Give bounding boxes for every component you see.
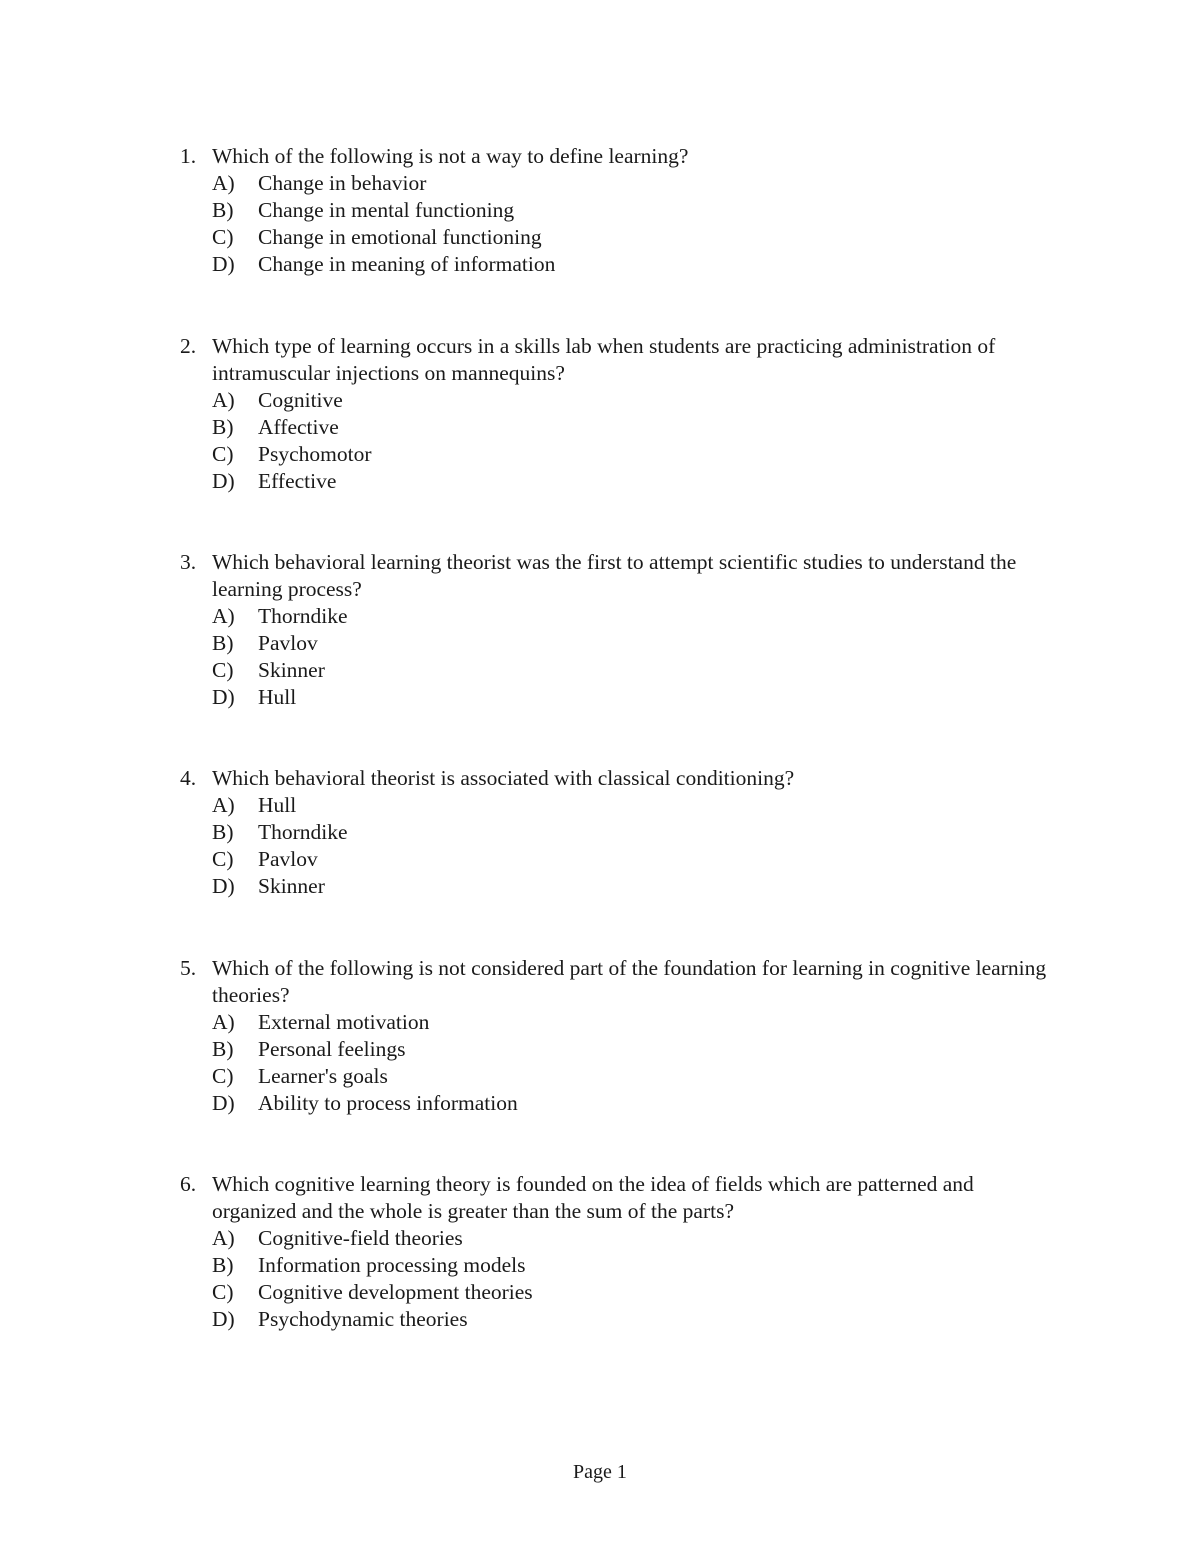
option-text: Learner's goals [258,1064,388,1088]
option-letter: A) [212,388,235,412]
option-a [212,1009,1060,1036]
option-letter: D) [212,469,235,493]
option-b [212,414,1060,441]
question-3 [180,549,1060,711]
question-text: Which cognitive learning theory is founded on the idea of fields which are patterned and organized and the whole is greater than the sum of the parts? [212,1172,974,1223]
question-text: Which type of learning occurs in a skills lab when students are practicing administration of intramuscular injections on mannequins? [212,334,996,385]
option-letter: D) [212,252,235,276]
option-c [212,441,1060,468]
option-letter: C) [212,847,234,871]
option-text: Psychomotor [258,442,372,466]
option-text: Change in emotional functioning [258,225,542,249]
option-text: Thorndike [258,604,348,628]
option-text: Effective [258,469,337,493]
option-letter: A) [212,1010,235,1034]
question-stem [180,765,1060,792]
question-stem [180,549,1060,603]
question-stem [180,143,1060,170]
option-text: Psychodynamic theories [258,1307,468,1331]
option-letter: B) [212,820,234,844]
option-letter: B) [212,415,234,439]
option-letter: B) [212,1253,234,1277]
option-text: Cognitive development theories [258,1280,533,1304]
option-b [212,819,1060,846]
option-text: Cognitive [258,388,343,412]
option-c [212,1279,1060,1306]
option-a [212,792,1060,819]
option-text: Skinner [258,658,325,682]
question-text: Which behavioral theorist is associated with classical conditioning? [212,766,795,790]
question-5 [180,955,1060,1117]
question-stem [180,1171,1060,1225]
option-text: Ability to process information [258,1091,518,1115]
option-d [212,1090,1060,1117]
option-text: Pavlov [258,631,318,655]
option-d [212,1306,1060,1333]
option-text: Change in behavior [258,171,427,195]
question-2 [180,333,1060,495]
option-letter: A) [212,171,235,195]
option-text: Change in mental functioning [258,198,515,222]
question-number: 6. [180,1172,197,1196]
option-d [212,873,1060,900]
option-b [212,197,1060,224]
question-number: 2. [180,334,197,358]
option-letter: D) [212,874,235,898]
option-d [212,684,1060,711]
question-text: Which behavioral learning theorist was the first to attempt scientific studies to understand the learning process? [212,550,1017,601]
option-letter: D) [212,1091,235,1115]
option-letter: C) [212,1064,234,1088]
option-c [212,846,1060,873]
option-letter: C) [212,1280,234,1304]
option-text: Hull [258,685,297,709]
option-letter: A) [212,604,235,628]
option-letter: B) [212,198,234,222]
page-number: Page 1 [573,1461,627,1483]
option-a [212,387,1060,414]
question-4 [180,765,1060,900]
question-number: 1. [180,144,197,168]
option-letter: B) [212,1037,234,1061]
option-text: Information processing models [258,1253,526,1277]
option-d [212,468,1060,495]
option-letter: B) [212,631,234,655]
question-stem [180,955,1060,1009]
option-c [212,224,1060,251]
option-text: Hull [258,793,297,817]
option-c [212,1063,1060,1090]
option-letter: D) [212,685,235,709]
option-letter: C) [212,225,234,249]
option-text: Skinner [258,874,325,898]
question-stem [180,333,1060,387]
question-text: Which of the following is not considered part of the foundation for learning in cognitive learning theories? [212,956,1047,1007]
question-number: 5. [180,956,197,980]
option-letter: A) [212,1226,235,1250]
option-letter: D) [212,1307,235,1331]
option-d [212,251,1060,278]
question-number: 3. [180,550,197,574]
option-a [212,603,1060,630]
option-letter: C) [212,442,234,466]
question-text: Which of the following is not a way to define learning? [212,144,689,168]
option-text: External motivation [258,1010,430,1034]
option-b [212,630,1060,657]
option-text: Personal feelings [258,1037,406,1061]
option-b [212,1252,1060,1279]
option-a [212,170,1060,197]
option-a [212,1225,1060,1252]
question-number: 4. [180,766,197,790]
option-text: Cognitive-field theories [258,1226,463,1250]
option-letter: C) [212,658,234,682]
question-6 [180,1171,1060,1333]
option-text: Affective [258,415,339,439]
option-text: Change in meaning of information [258,252,556,276]
option-b [212,1036,1060,1063]
option-c [212,657,1060,684]
option-letter: A) [212,793,235,817]
option-text: Pavlov [258,847,318,871]
option-text: Thorndike [258,820,348,844]
question-1 [180,143,1060,278]
